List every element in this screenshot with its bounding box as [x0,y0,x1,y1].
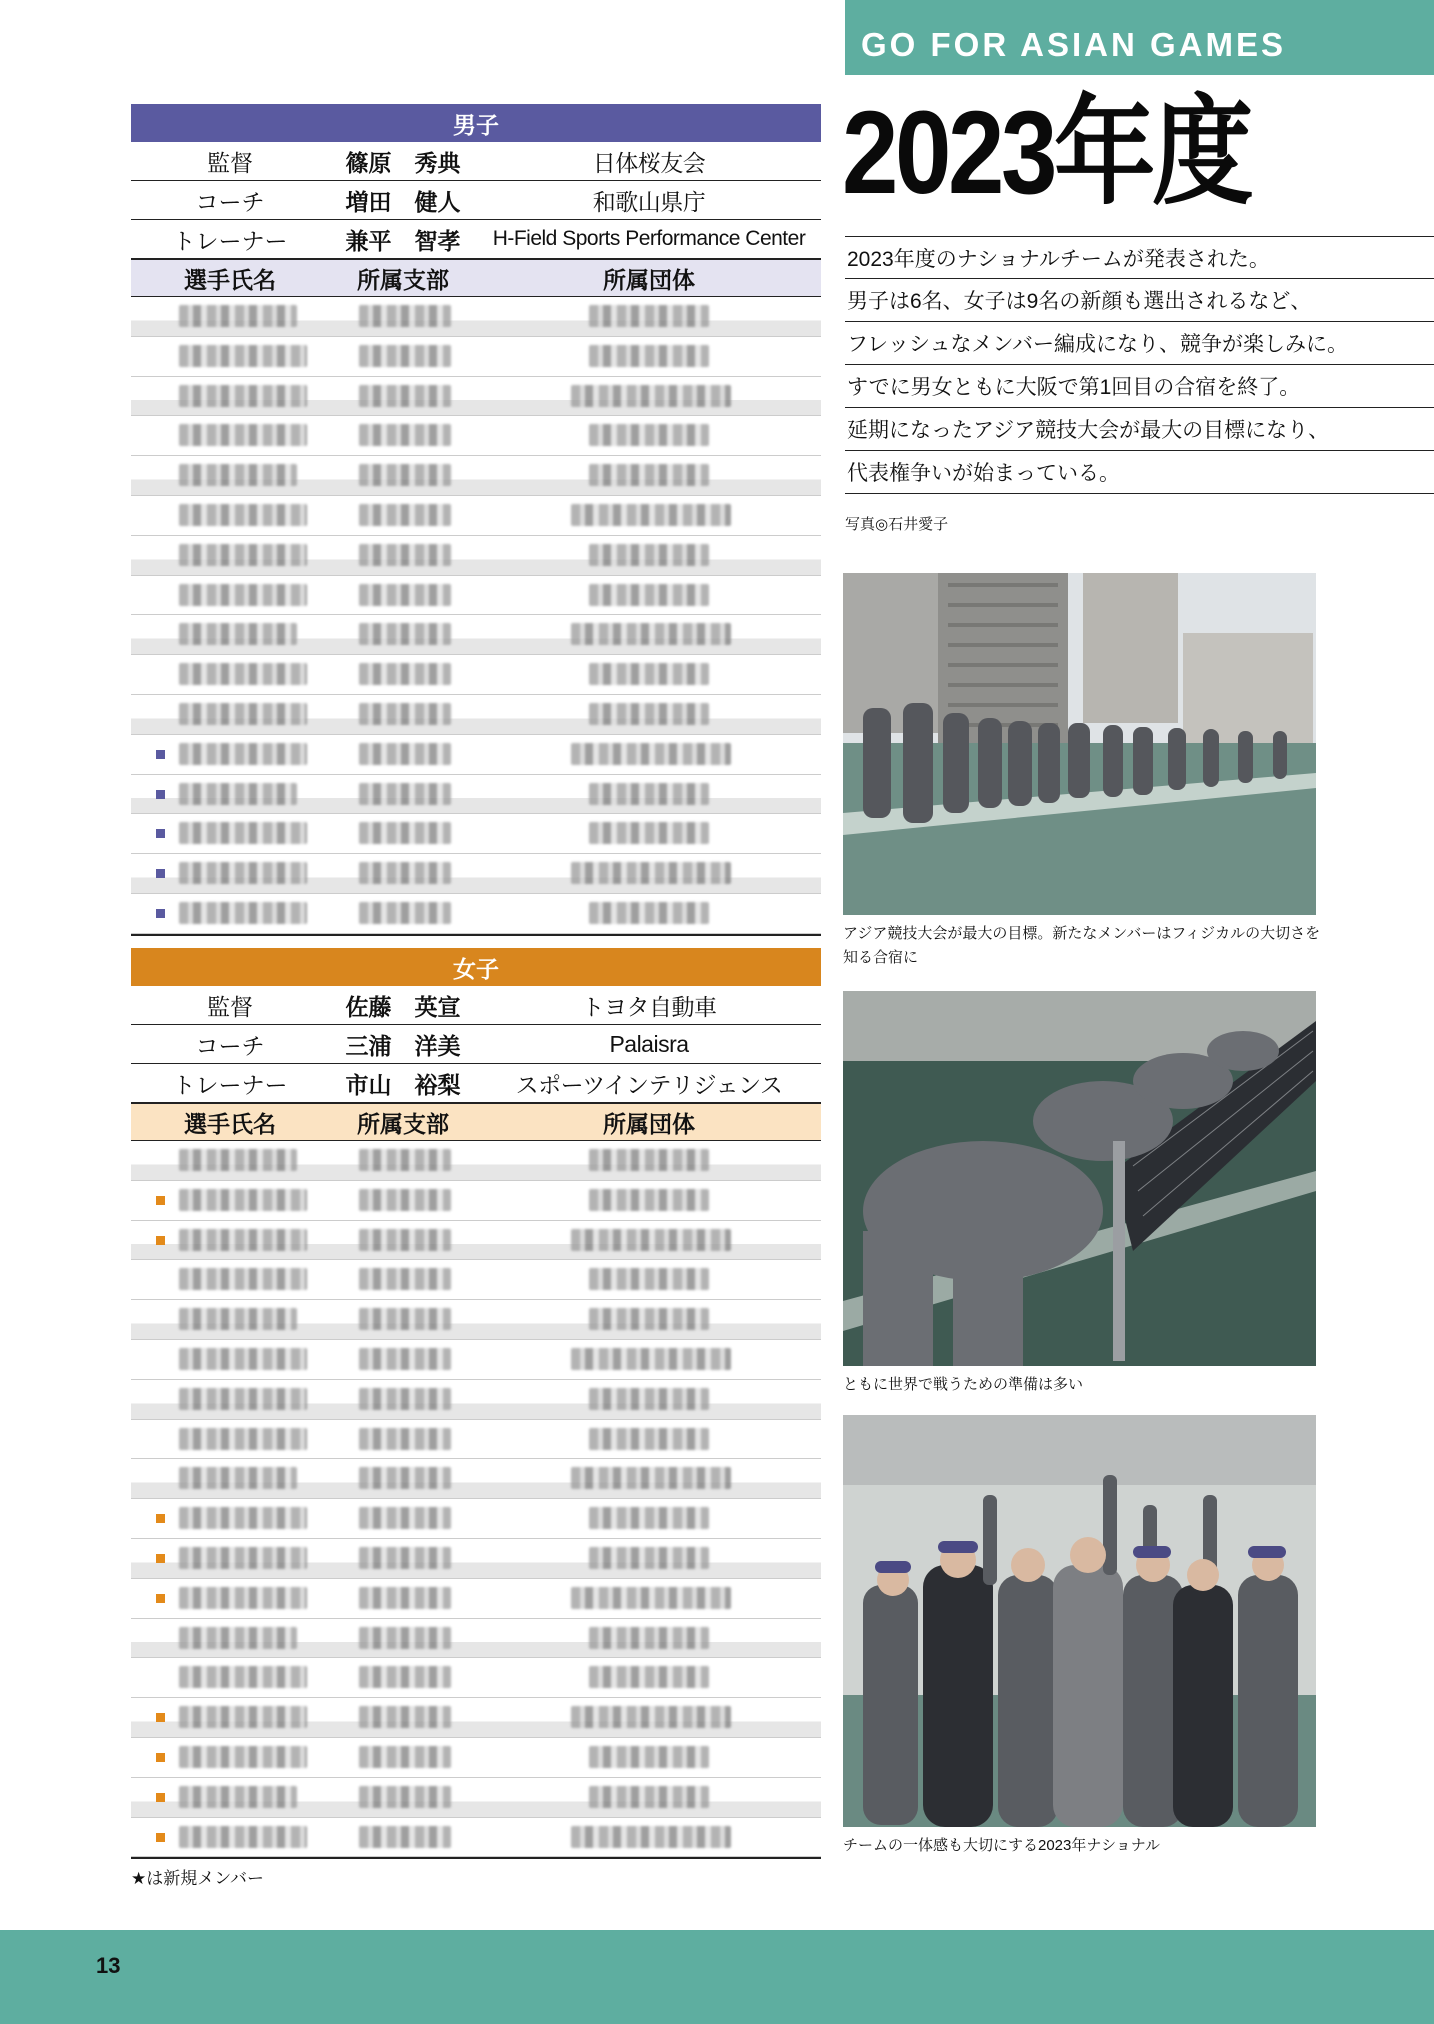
staff-role: 監督 [207,993,253,1020]
redacted-cell [179,783,297,805]
staff-name: 増田 健人 [345,188,461,215]
redacted-cell [359,385,451,407]
redacted-cell [589,1507,709,1529]
staff-name: 市山 裕梨 [345,1071,461,1098]
redacted-cell [359,544,451,566]
table-row [131,337,821,377]
staff-org: H-Field Sports Performance Center [492,227,806,250]
redacted-cell [179,345,307,367]
table-row [131,1698,821,1738]
new-member-marker [156,829,165,838]
redacted-cell [571,1229,731,1251]
redacted-cell [359,1229,451,1251]
new-member-marker [156,1236,165,1245]
new-member-marker [156,909,165,918]
redacted-cell [179,385,307,407]
table-row [131,695,821,735]
redacted-cell [359,663,451,685]
table-row [131,1499,821,1539]
photo-team-huddle [843,1415,1316,1827]
redacted-cell [359,464,451,486]
redacted-cell [359,1428,451,1450]
women-heading: 女子 [131,948,821,986]
redacted-cell [179,1746,307,1768]
table-row [131,1738,821,1778]
redacted-cell [589,902,709,924]
redacted-cell [589,1149,709,1171]
staff-row [131,220,821,259]
redacted-cell [359,822,451,844]
photo-caption: ともに世界で戦うための準備は多い [843,1376,1084,1393]
new-member-marker [156,790,165,799]
table-row [131,735,821,775]
redacted-cell [571,743,731,765]
redacted-cell [589,1268,709,1290]
redacted-cell [571,1467,731,1489]
staff-role: トレーナー [172,227,288,254]
redacted-cell [179,544,307,566]
redacted-cell [589,345,709,367]
staff-org: スポーツインテリジェンス [515,1071,783,1098]
lead-text [845,236,1434,494]
staff-name: 佐藤 英宣 [345,993,461,1020]
page-title: 2023年度 [842,87,1251,219]
redacted-cell [179,703,307,725]
new-member-marker [156,1514,165,1523]
redacted-cell [179,1268,307,1290]
redacted-cell [571,623,731,645]
redacted-cell [179,1467,297,1489]
lead-line: すでに男女ともに大阪で第1回目の合宿を終了。 [845,365,1434,408]
redacted-cell [179,305,297,327]
table-row [131,576,821,616]
redacted-cell [589,424,709,446]
photo-net-stretching [843,991,1316,1366]
staff-row [131,986,821,1025]
redacted-cell [179,743,307,765]
lead-line: 2023年度のナショナルチームが発表された。 [845,236,1434,279]
staff-org: トヨタ自動車 [581,993,717,1020]
column-header [131,259,821,297]
staff-row [131,1064,821,1103]
redacted-cell [359,1268,451,1290]
redacted-cell [571,862,731,884]
redacted-cell [589,1746,709,1768]
redacted-cell [359,1746,451,1768]
table-row [131,1619,821,1659]
redacted-cell [359,623,451,645]
redacted-cell [359,504,451,526]
redacted-cell [589,305,709,327]
redacted-cell [589,1786,709,1808]
table-row [131,297,821,337]
new-member-marker [156,869,165,878]
redacted-cell [359,305,451,327]
redacted-cell [179,584,307,606]
redacted-cell [359,584,451,606]
redacted-cell [179,1547,307,1569]
redacted-cell [359,1189,451,1211]
redacted-cell [179,1149,297,1171]
women-roster-table [131,948,821,1859]
staff-name: 三浦 洋美 [345,1032,461,1059]
photo-team-running [843,573,1316,915]
column-branch: 所属支部 [357,1110,449,1137]
redacted-cell [179,1388,307,1410]
staff-role: トレーナー [172,1071,288,1098]
column-organization: 所属団体 [603,1110,695,1137]
new-member-marker [156,1793,165,1802]
redacted-cell [179,1348,307,1370]
table-row [131,854,821,894]
redacted-cell [179,1308,297,1330]
table-row [131,1141,821,1181]
table-row [131,1300,821,1340]
redacted-cell [359,1149,451,1171]
new-member-marker [156,1196,165,1205]
staff-name: 兼平 智孝 [345,227,461,254]
men-heading: 男子 [131,104,821,142]
new-member-note: ★は新規メンバー [131,1869,265,1888]
staff-org: 和歌山県庁 [592,188,706,215]
redacted-cell [179,1428,307,1450]
table-row [131,536,821,576]
redacted-cell [179,1189,307,1211]
redacted-cell [359,862,451,884]
women-player-rows [131,1141,821,1859]
redacted-cell [359,1666,451,1688]
staff-name: 篠原 秀典 [345,149,461,176]
column-branch: 所属支部 [357,266,449,293]
redacted-cell [359,1308,451,1330]
photo-caption: チームの一体感も大切にする2023年ナショナル [843,1837,1161,1854]
redacted-cell [359,1547,451,1569]
redacted-cell [359,424,451,446]
redacted-cell [589,544,709,566]
redacted-cell [179,464,297,486]
table-row [131,1380,821,1420]
section-banner: GO FOR ASIAN GAMES [845,0,1434,75]
redacted-cell [179,1826,307,1848]
redacted-cell [589,1308,709,1330]
table-row [131,496,821,536]
table-row [131,615,821,655]
staff-role: コーチ [195,1032,265,1059]
photo-caption: アジア競技大会が最大の目標。新たなメンバーはフィジカルの大切さを知る合宿に [843,925,1321,966]
redacted-cell [589,1428,709,1450]
column-organization: 所属団体 [603,266,695,293]
new-member-marker [156,1594,165,1603]
redacted-cell [359,743,451,765]
table-row [131,775,821,815]
staff-row [131,1025,821,1064]
table-row [131,377,821,417]
redacted-cell [571,1706,731,1728]
table-row [131,1221,821,1261]
redacted-cell [179,1706,307,1728]
redacted-cell [359,1786,451,1808]
redacted-cell [179,1587,307,1609]
page-number: 13 [96,1953,121,1978]
redacted-cell [359,703,451,725]
table-row [131,1818,821,1858]
redacted-cell [359,1388,451,1410]
table-row [131,1181,821,1221]
redacted-cell [179,1666,307,1688]
redacted-cell [179,1507,307,1529]
table-row [131,456,821,496]
redacted-cell [179,424,307,446]
page-footer [0,1930,1434,2024]
redacted-cell [589,1189,709,1211]
redacted-cell [571,1348,731,1370]
table-row [131,655,821,695]
table-row [131,894,821,934]
lead-line: 代表権争いが始まっている。 [845,451,1434,494]
redacted-cell [571,385,731,407]
redacted-cell [589,1666,709,1688]
column-header [131,1103,821,1141]
lead-line: フレッシュなメンバー編成になり、競争が楽しみに。 [845,322,1434,365]
lead-line: 延期になったアジア競技大会が最大の目標になり、 [845,408,1434,451]
staff-row [131,181,821,220]
redacted-cell [179,1627,297,1649]
redacted-cell [179,862,307,884]
table-row [131,1539,821,1579]
redacted-cell [179,504,307,526]
redacted-cell [589,703,709,725]
redacted-cell [589,783,709,805]
column-player-name: 選手氏名 [184,266,276,293]
photo-credit: 写真◎石井愛子 [845,516,949,533]
table-row [131,1658,821,1698]
redacted-cell [359,1826,451,1848]
redacted-cell [179,1229,307,1251]
redacted-cell [571,1587,731,1609]
redacted-cell [359,902,451,924]
redacted-cell [179,902,307,924]
new-member-marker [156,750,165,759]
redacted-cell [359,1507,451,1529]
staff-org: 日体桜友会 [592,149,706,176]
redacted-cell [179,663,307,685]
redacted-cell [571,504,731,526]
staff-row [131,142,821,181]
table-row [131,1260,821,1300]
table-row [131,1778,821,1818]
new-member-marker [156,1753,165,1762]
redacted-cell [359,345,451,367]
redacted-cell [359,1467,451,1489]
redacted-cell [589,822,709,844]
new-member-marker [156,1713,165,1722]
table-row [131,1459,821,1499]
new-member-marker [156,1554,165,1563]
men-player-rows [131,297,821,936]
redacted-cell [359,1587,451,1609]
redacted-cell [359,783,451,805]
redacted-cell [589,584,709,606]
redacted-cell [589,1388,709,1410]
redacted-cell [359,1348,451,1370]
table-row [131,1579,821,1619]
table-row [131,1340,821,1380]
redacted-cell [359,1706,451,1728]
redacted-cell [589,1627,709,1649]
redacted-cell [589,663,709,685]
staff-role: 監督 [207,149,253,176]
redacted-cell [359,1627,451,1649]
redacted-cell [179,1786,297,1808]
table-row [131,1420,821,1460]
redacted-cell [179,623,297,645]
redacted-cell [589,464,709,486]
table-row [131,416,821,456]
new-member-marker [156,1833,165,1842]
redacted-cell [179,822,307,844]
men-roster-table [131,104,821,936]
staff-org: Palaisra [609,1030,689,1057]
redacted-cell [589,1547,709,1569]
column-player-name: 選手氏名 [184,1110,276,1137]
table-row [131,814,821,854]
staff-role: コーチ [195,188,265,215]
lead-line: 男子は6名、女子は9名の新顔も選出されるなど、 [845,279,1434,322]
redacted-cell [571,1826,731,1848]
